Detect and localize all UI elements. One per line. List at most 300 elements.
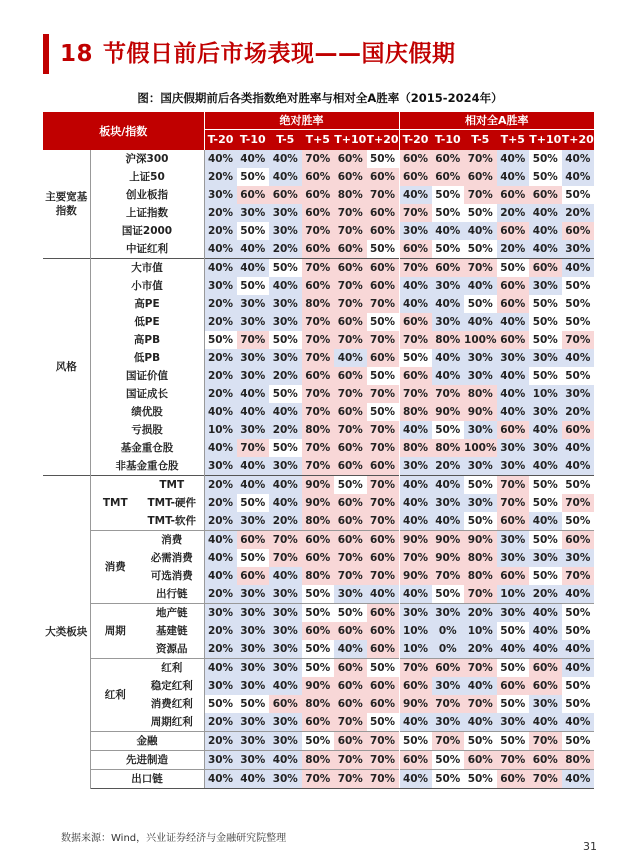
win-rate-cell: 70% <box>432 732 465 751</box>
index-name: 非基金重仓股 <box>90 457 204 476</box>
win-rate-cell: 40% <box>334 349 367 367</box>
header-period: T+20 <box>367 130 400 151</box>
win-rate-cell: 70% <box>334 277 367 295</box>
win-rate-cell: 60% <box>432 259 465 278</box>
win-rate-cell: 30% <box>269 457 302 476</box>
win-rate-cell: 40% <box>562 439 595 457</box>
win-rate-cell: 40% <box>204 403 237 421</box>
win-rate-cell: 30% <box>432 313 465 331</box>
win-rate-cell: 100% <box>464 439 497 457</box>
win-rate-cell: 70% <box>334 385 367 403</box>
win-rate-cell: 20% <box>204 622 237 640</box>
win-rate-cell: 60% <box>367 695 400 713</box>
win-rate-cell: 50% <box>435 207 461 219</box>
win-rate-cell: 50% <box>207 334 234 346</box>
win-rate-cell: 20% <box>529 585 562 604</box>
win-rate-cell: 40% <box>399 421 432 439</box>
table-row <box>43 331 594 349</box>
win-rate-cell: 60% <box>367 168 400 186</box>
table-row <box>43 204 594 222</box>
win-rate-cell: 30% <box>497 549 530 567</box>
win-rate-cell: 80% <box>334 186 367 204</box>
win-rate-cell: 30% <box>269 713 302 732</box>
title-number: 18 <box>60 41 94 67</box>
win-rate-cell: 40% <box>399 770 432 789</box>
win-rate-cell: 70% <box>302 403 335 421</box>
index-name: 高PB <box>90 331 204 349</box>
win-rate-cell: 60% <box>529 186 562 204</box>
win-rate-cell: 40% <box>464 677 497 695</box>
win-rate-cell: 60% <box>334 457 367 476</box>
win-rate-cell: 90% <box>399 695 432 713</box>
win-rate-cell: 70% <box>464 585 497 604</box>
win-rate-cell: 60% <box>497 295 530 313</box>
win-rate-cell: 80% <box>399 439 432 457</box>
category-label: 主要宽基指数 <box>43 150 90 259</box>
win-rate-cell: 70% <box>367 186 400 204</box>
win-rate-cell: 60% <box>334 531 367 550</box>
win-rate-cell: 70% <box>432 385 465 403</box>
win-rate-cell: 60% <box>334 659 367 678</box>
win-rate-cell: 60% <box>302 240 335 259</box>
win-rate-cell: 60% <box>334 695 367 713</box>
win-rate-cell: 50% <box>269 259 302 278</box>
win-rate-cell: 80% <box>464 385 497 403</box>
win-rate-cell: 40% <box>204 439 237 457</box>
index-name: 资源品 <box>140 640 204 659</box>
win-rate-cell: 60% <box>399 150 432 168</box>
win-rate-cell: 60% <box>399 240 432 259</box>
win-rate-cell: 50% <box>334 476 367 495</box>
win-rate-cell: 40% <box>562 713 595 732</box>
win-rate-cell: 80% <box>562 751 595 770</box>
win-rate-cell: 50% <box>467 298 493 310</box>
win-rate-cell: 50% <box>240 280 266 292</box>
win-rate-cell: 20% <box>204 640 237 659</box>
win-rate-cell: 60% <box>334 313 367 331</box>
win-rate-cell: 20% <box>204 349 237 367</box>
win-rate-cell: 60% <box>367 640 400 659</box>
win-rate-cell: 30% <box>432 677 465 695</box>
win-rate-cell: 50% <box>497 259 530 278</box>
win-rate-cell: 60% <box>302 204 335 222</box>
win-rate-cell: 40% <box>529 204 562 222</box>
subcategory-label: 周期 <box>90 604 140 659</box>
win-rate-cell: 30% <box>204 677 237 695</box>
index-name: 基金重仓股 <box>90 439 204 457</box>
win-rate-cell: 60% <box>497 222 530 240</box>
win-rate-cell: 30% <box>269 204 302 222</box>
header-period: T+5 <box>302 130 335 151</box>
win-rate-cell: 40% <box>399 295 432 313</box>
win-rate-cell: 20% <box>204 512 237 531</box>
win-rate-cell: 30% <box>269 295 302 313</box>
win-rate-cell: 60% <box>497 421 530 439</box>
table-row <box>43 295 594 313</box>
win-rate-cell: 70% <box>464 695 497 713</box>
win-rate-cell: 60% <box>302 186 335 204</box>
win-rate-cell: 30% <box>529 695 562 713</box>
win-rate-cell: 50% <box>435 189 461 201</box>
header-period: T-10 <box>432 130 465 151</box>
win-rate-cell: 60% <box>334 439 367 457</box>
win-rate-cell: 20% <box>204 585 237 604</box>
win-rate-cell: 100% <box>464 331 497 349</box>
win-rate-cell: 50% <box>305 643 331 655</box>
win-rate-cell: 60% <box>237 531 270 550</box>
win-rate-cell: 60% <box>302 168 335 186</box>
win-rate-cell: 30% <box>562 549 595 567</box>
win-rate-cell: 40% <box>237 150 270 168</box>
win-rate-cell: 40% <box>497 313 530 331</box>
win-rate-cell: 70% <box>302 439 335 457</box>
win-rate-cell: 20% <box>562 204 595 222</box>
win-rate-cell: 50% <box>272 334 298 346</box>
win-rate-cell: 60% <box>302 367 335 385</box>
win-rate-cell: 50% <box>369 406 396 418</box>
table-row <box>43 186 594 204</box>
header-period: T+5 <box>497 130 530 151</box>
win-rate-cell: 60% <box>269 186 302 204</box>
win-rate-cell: 90% <box>464 403 497 421</box>
index-name: 国证2000 <box>90 222 204 240</box>
win-rate-cell: 20% <box>497 204 530 222</box>
win-rate-cell: 30% <box>432 277 465 295</box>
win-rate-cell: 70% <box>302 313 335 331</box>
category-label: 风格 <box>43 259 90 476</box>
win-rate-cell: 90% <box>302 476 335 495</box>
index-name: 小市值 <box>90 277 204 295</box>
win-rate-cell: 60% <box>302 622 335 640</box>
index-name: 中证红利 <box>90 240 204 259</box>
win-rate-cell: 40% <box>529 604 562 623</box>
table-row <box>43 168 594 186</box>
win-rate-cell: 60% <box>529 677 562 695</box>
index-name: 绩优股 <box>90 403 204 421</box>
win-rate-cell: 30% <box>497 349 530 367</box>
win-rate-cell: 50% <box>562 732 595 751</box>
win-rate-cell: 10% <box>529 385 562 403</box>
win-rate-cell: 50% <box>532 298 558 310</box>
index-name: 低PE <box>90 313 204 331</box>
win-rate-cell: 60% <box>367 531 400 550</box>
win-rate-cell: 70% <box>237 439 270 457</box>
win-rate-cell: 30% <box>204 457 237 476</box>
win-rate-cell: 50% <box>529 476 562 495</box>
win-rate-cell: 70% <box>367 421 400 439</box>
win-rate-cell: 30% <box>237 204 270 222</box>
win-rate-cell: 10% <box>204 421 237 439</box>
win-rate-cell: 50% <box>435 588 461 600</box>
table-row <box>43 385 594 403</box>
win-rate-cell: 90% <box>302 494 335 512</box>
win-rate-cell: 70% <box>367 385 400 403</box>
win-rate-cell: 50% <box>562 604 595 623</box>
win-rate-cell: 50% <box>399 349 432 367</box>
win-rate-cell: 70% <box>399 659 432 678</box>
win-rate-cell: 60% <box>367 277 400 295</box>
table-row <box>43 531 594 550</box>
win-rate-cell: 20% <box>269 240 302 259</box>
header-period: T+10 <box>334 130 367 151</box>
win-rate-cell: 10% <box>399 640 432 659</box>
win-rate-cell: 90% <box>432 403 465 421</box>
win-rate-cell: 40% <box>269 567 302 585</box>
win-rate-cell: 30% <box>269 770 302 789</box>
win-rate-cell: 50% <box>334 604 367 623</box>
win-rate-cell: 70% <box>302 385 335 403</box>
header-relative-win-rate: 相对全A胜率 <box>399 112 594 130</box>
win-rate-cell: 40% <box>399 713 432 732</box>
win-rate-cell: 70% <box>562 331 595 349</box>
win-rate-cell: 20% <box>204 313 237 331</box>
win-rate-cell: 40% <box>269 476 302 495</box>
win-rate-cell: 60% <box>497 277 530 295</box>
win-rate-cell: 40% <box>237 457 270 476</box>
win-rate-cell: 30% <box>497 531 530 550</box>
win-rate-cell: 40% <box>237 259 270 278</box>
table-row <box>43 240 594 259</box>
win-rate-cell: 40% <box>237 403 270 421</box>
win-rate-cell: 60% <box>432 150 465 168</box>
win-rate-cell: 30% <box>237 713 270 732</box>
header-period: T-20 <box>204 130 237 151</box>
win-rate-cell: 70% <box>399 259 432 278</box>
win-rate-cell: 20% <box>497 240 530 259</box>
win-rate-cell: 70% <box>334 421 367 439</box>
win-rate-cell: 40% <box>562 640 595 659</box>
win-rate-cell: 50% <box>532 570 558 582</box>
win-rate-cell: 70% <box>269 531 302 550</box>
win-rate-cell: 40% <box>562 168 595 186</box>
win-rate-cell: 40% <box>399 494 432 512</box>
win-rate-cell: 80% <box>432 331 465 349</box>
index-name: 国证价值 <box>90 367 204 385</box>
win-rate-cell: 40% <box>432 295 465 313</box>
subcategory-label: 消费 <box>90 531 140 604</box>
win-rate-cell: 60% <box>302 549 335 567</box>
win-rate-cell: 40% <box>237 476 270 495</box>
win-rate-cell: 30% <box>269 640 302 659</box>
win-rate-cell: 60% <box>464 751 497 770</box>
win-rate-cell: 60% <box>269 695 302 713</box>
win-rate-cell: 60% <box>399 367 432 385</box>
win-rate-cell: 50% <box>272 388 298 400</box>
header-period: T-20 <box>399 130 432 151</box>
win-rate-cell: 60% <box>367 349 400 367</box>
win-rate-cell: 30% <box>237 732 270 751</box>
win-rate-cell: 70% <box>399 385 432 403</box>
table-row <box>43 150 594 168</box>
win-rate-cell: 40% <box>529 222 562 240</box>
win-rate-cell: 70% <box>302 150 335 168</box>
win-rate-cell: 60% <box>399 168 432 186</box>
win-rate-cell: 20% <box>204 168 237 186</box>
table-row <box>43 770 594 789</box>
win-rate-cell: 20% <box>204 713 237 732</box>
win-rate-cell: 60% <box>302 277 335 295</box>
win-rate-cell: 20% <box>432 457 465 476</box>
title-accent-bar <box>43 34 49 74</box>
win-rate-cell: 30% <box>269 222 302 240</box>
win-rate-cell: 60% <box>497 567 530 585</box>
win-rate-cell: 70% <box>432 567 465 585</box>
win-rate-cell: 40% <box>432 222 465 240</box>
win-rate-cell: 40% <box>399 512 432 531</box>
win-rate-cell: 50% <box>240 497 266 509</box>
win-rate-cell: 50% <box>532 334 558 346</box>
table-row <box>43 349 594 367</box>
header-absolute-win-rate: 绝对胜率 <box>204 112 399 130</box>
win-rate-cell: 50% <box>369 316 396 328</box>
win-rate-cell: 60% <box>334 150 367 168</box>
win-rate-cell: 50% <box>565 698 591 710</box>
win-rate-cell: 30% <box>497 439 530 457</box>
win-rate-table <box>43 112 594 789</box>
win-rate-cell: 40% <box>237 240 270 259</box>
win-rate-cell: 90% <box>432 531 465 550</box>
win-rate-cell: 30% <box>464 349 497 367</box>
win-rate-cell: 20% <box>269 512 302 531</box>
table-row <box>43 313 594 331</box>
win-rate-cell: 30% <box>237 604 270 623</box>
win-rate-cell: 20% <box>204 494 237 512</box>
win-rate-cell: 60% <box>367 222 400 240</box>
win-rate-cell: 50% <box>464 770 497 789</box>
win-rate-cell: 80% <box>432 439 465 457</box>
page-title <box>60 36 456 72</box>
win-rate-cell: 40% <box>334 640 367 659</box>
win-rate-cell: 50% <box>500 625 526 637</box>
win-rate-cell: 70% <box>302 259 335 278</box>
win-rate-cell: 50% <box>367 659 400 678</box>
win-rate-cell: 50% <box>302 732 335 751</box>
win-rate-cell: 30% <box>237 367 270 385</box>
win-rate-cell: 60% <box>334 240 367 259</box>
win-rate-cell: 50% <box>435 243 461 255</box>
win-rate-cell: 30% <box>529 349 562 367</box>
win-rate-cell: 30% <box>204 751 237 770</box>
win-rate-cell: 60% <box>334 494 367 512</box>
win-rate-cell: 60% <box>497 331 530 349</box>
win-rate-cell: 50% <box>240 225 266 237</box>
win-rate-cell: 40% <box>562 770 595 789</box>
win-rate-cell: 70% <box>302 770 335 789</box>
win-rate-cell: 80% <box>302 512 335 531</box>
win-rate-cell: 60% <box>529 659 562 678</box>
index-name: 地产链 <box>140 604 204 623</box>
win-rate-cell: 60% <box>334 259 367 278</box>
index-name: TMT-软件 <box>140 512 204 531</box>
win-rate-cell: 50% <box>565 680 591 692</box>
index-name: 创业板指 <box>90 186 204 204</box>
win-rate-cell: 0% <box>432 622 465 640</box>
index-name: 必需消费 <box>140 549 204 567</box>
win-rate-cell: 40% <box>269 403 302 421</box>
table-row <box>43 367 594 385</box>
win-rate-cell: 60% <box>334 677 367 695</box>
win-rate-cell: 50% <box>532 370 558 382</box>
win-rate-cell: 40% <box>269 150 302 168</box>
win-rate-cell: 70% <box>367 439 400 457</box>
win-rate-cell: 70% <box>269 549 302 567</box>
index-name: TMT <box>140 476 204 495</box>
win-rate-cell: 80% <box>464 567 497 585</box>
win-rate-cell: 40% <box>432 512 465 531</box>
win-rate-cell: 30% <box>432 494 465 512</box>
index-name: 低PB <box>90 349 204 367</box>
win-rate-cell: 60% <box>367 549 400 567</box>
win-rate-cell: 20% <box>269 367 302 385</box>
win-rate-cell: 70% <box>562 494 595 512</box>
win-rate-cell: 50% <box>565 515 591 527</box>
index-name: 国证成长 <box>90 385 204 403</box>
win-rate-cell: 40% <box>529 640 562 659</box>
win-rate-cell: 60% <box>334 168 367 186</box>
win-rate-cell: 30% <box>497 457 530 476</box>
win-rate-cell: 20% <box>204 367 237 385</box>
win-rate-cell: 40% <box>497 168 530 186</box>
win-rate-cell: 60% <box>432 168 465 186</box>
win-rate-cell: 90% <box>464 531 497 550</box>
win-rate-cell: 20% <box>204 204 237 222</box>
win-rate-cell: 20% <box>562 403 595 421</box>
win-rate-cell: 30% <box>269 313 302 331</box>
win-rate-cell: 70% <box>302 222 335 240</box>
win-rate-cell: 90% <box>399 567 432 585</box>
win-rate-cell: 50% <box>565 189 591 201</box>
index-name: 上证50 <box>90 168 204 186</box>
win-rate-cell: 50% <box>532 153 558 165</box>
win-rate-cell: 50% <box>399 732 432 751</box>
win-rate-cell: 60% <box>399 313 432 331</box>
win-rate-cell: 50% <box>565 298 591 310</box>
win-rate-cell: 40% <box>204 150 237 168</box>
win-rate-cell: 60% <box>334 732 367 751</box>
win-rate-cell: 70% <box>399 549 432 567</box>
win-rate-cell: 40% <box>204 531 237 550</box>
win-rate-cell: 40% <box>204 770 237 789</box>
win-rate-cell: 30% <box>432 713 465 732</box>
win-rate-cell: 30% <box>237 295 270 313</box>
win-rate-cell: 30% <box>237 512 270 531</box>
win-rate-cell: 20% <box>204 732 237 751</box>
win-rate-cell: 30% <box>237 640 270 659</box>
win-rate-cell: 10% <box>497 585 530 604</box>
win-rate-cell: 30% <box>269 622 302 640</box>
category-label: 大类板块 <box>43 476 90 789</box>
win-rate-cell: 50% <box>500 698 526 710</box>
win-rate-cell: 40% <box>562 659 595 678</box>
win-rate-cell: 70% <box>497 494 530 512</box>
win-rate-cell: 40% <box>562 150 595 168</box>
win-rate-cell: 70% <box>334 331 367 349</box>
win-rate-cell: 30% <box>529 439 562 457</box>
index-name: 消费红利 <box>140 695 204 713</box>
win-rate-cell: 60% <box>497 186 530 204</box>
win-rate-cell: 30% <box>334 585 367 604</box>
win-rate-cell: 40% <box>529 457 562 476</box>
win-rate-cell: 70% <box>464 150 497 168</box>
table-caption: 图：国庆假期前后各类指数绝对胜率与相对全A胜率（2015-2024年） <box>137 91 503 105</box>
win-rate-cell: 70% <box>367 770 400 789</box>
win-rate-cell: 40% <box>204 567 237 585</box>
win-rate-cell: 40% <box>432 367 465 385</box>
win-rate-cell: 50% <box>369 153 396 165</box>
win-rate-cell: 40% <box>529 512 562 531</box>
win-rate-cell: 50% <box>369 243 396 255</box>
win-rate-cell: 60% <box>399 677 432 695</box>
